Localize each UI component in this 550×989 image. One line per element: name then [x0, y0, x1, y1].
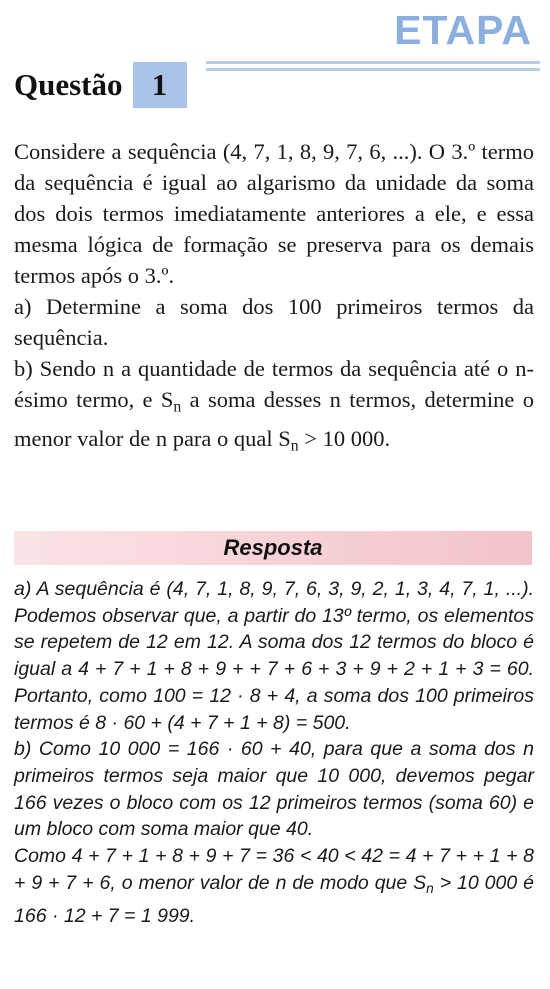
question-intro: Considere a sequência (4, 7, 1, 8, 9, 7, 6, ...). O 3.º termo da sequência é igual ao algarismo da unidade da soma dos dois termos imediatamente anteriores a ele, e essa mesma lógica de formação se preserva para os demais termos após o 3.º.	[14, 139, 534, 288]
header-rule	[206, 61, 540, 64]
question-item-b-part1: b) Sendo n a quantidade de termos da sequência até o n-ésimo termo, e S	[14, 356, 534, 412]
response-header	[14, 531, 532, 565]
brand-logo: ETAPA	[394, 7, 532, 53]
question-item-b	[14, 353, 534, 461]
question-text	[14, 136, 534, 461]
response-title: Resposta	[223, 535, 323, 560]
question-item-b-part2: a soma desses n termos, determine o menor valor de n para o qual S	[14, 387, 535, 451]
question-item-a: a) Determine a soma dos 100 primeiros termos da sequência.	[14, 294, 534, 350]
response-a: a) A sequência é (4, 7, 1, 8, 9, 7, 6, 3, 9, 2, 1, 3, 4, 7, 1, ...). Podemos observar que, a partir do 13º termo, os elementos se repetem de 12 em 12. A soma dos 12 termos do bloco é igual a 4 + 7 + 1 + 8 + 9 + + 7 + 6 + 3 + 9 + 2 + 1 + 3 = 60. Portanto, como 100 = 12 · 8 + 4, a soma dos 100 primeiros termos é 8 · 60 + (4 + 7 + 1 + 8) = 500.	[14, 578, 534, 734]
question-heading	[14, 62, 187, 108]
subscript-n: n	[173, 398, 182, 416]
response-conclusion	[14, 843, 534, 929]
response-b: b) Como 10 000 = 166 · 60 + 40, para que a soma dos n primeiros termos seja maior que 10 000, devemos pegar 166 vezes o bloco com os 12 primeiros termos (soma 60) e um bloco com soma maior que 40.	[14, 738, 534, 841]
subscript-n: n	[426, 880, 434, 896]
response-conclusion-part1: Como 4 + 7 + 1 + 8 + 9 + 7 = 36 < 40 < 42 = 4 + 7 + + 1 + 8 + 9 + 7 + 6, o menor valor de n de modo que S	[14, 845, 534, 894]
subscript-n: n	[290, 437, 299, 455]
question-item-b-part3: > 10 000.	[298, 425, 391, 451]
question-number: 1	[133, 62, 187, 108]
header-rule	[206, 68, 540, 71]
response-conclusion-part2: > 10 000 é 166 · 12 + 7 = 1 999.	[14, 871, 534, 927]
response-text	[14, 576, 534, 929]
question-label: Questão	[14, 67, 123, 102]
